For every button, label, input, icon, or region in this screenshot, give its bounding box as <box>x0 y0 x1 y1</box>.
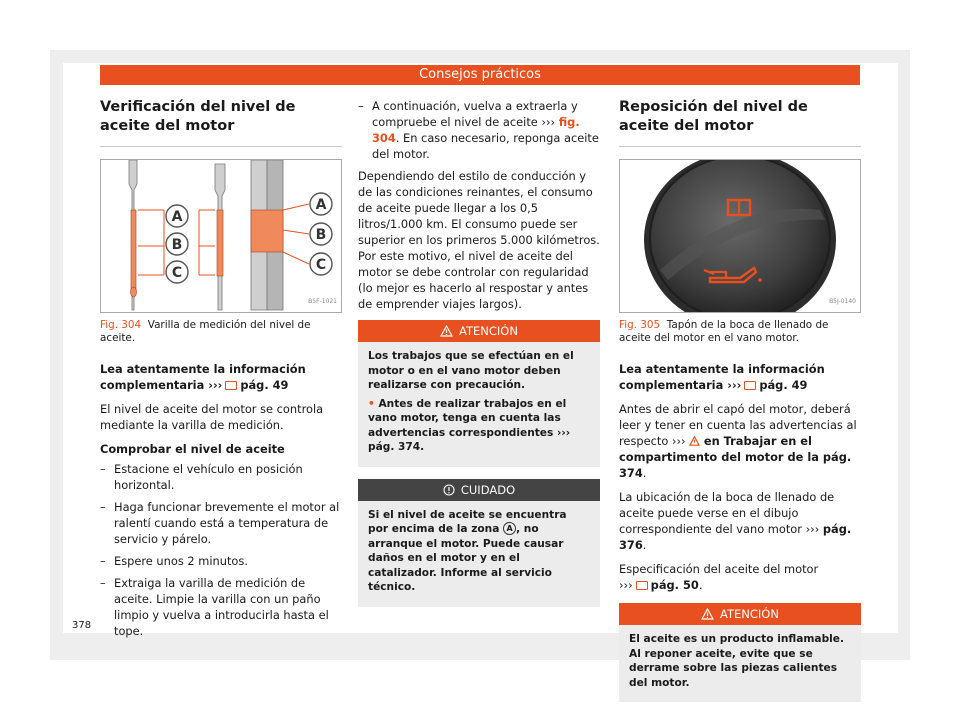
read-more-link[interactable]: Lea atentamente la información complementaria ››› pág. 49 <box>619 362 825 392</box>
read-more-link[interactable]: Lea atentamente la información complementaria ››› pág. 49 <box>100 362 306 392</box>
caution-box <box>358 479 600 607</box>
caution-header: CUIDADO <box>358 479 600 501</box>
dipstick-illustration <box>101 160 341 312</box>
page-ref-link[interactable]: pág. 374. <box>368 441 425 453</box>
engine-compartment-link[interactable]: en Trabajar en el compartimento del motor de la pág. 374 <box>619 434 852 480</box>
consumption-paragraph: Dependiendo del estilo de conducción y de las condiciones reinantes, el consumo de aceite puede llegar a los 0,5 litros/1.000 km. El consumo puede ser superior en los primeros 5.000 kilómetros. Por este motivo, el nivel de aceite del motor se debe controlar con regularidad (lo mejor es hacerlo al respostar y antes de emprender viajes largos). <box>358 169 600 311</box>
section-header: Consejos prácticos <box>100 65 860 85</box>
page-ref-link[interactable]: pág. 376 <box>619 522 852 552</box>
label-circles-right <box>310 193 332 275</box>
label-c-right: C <box>315 257 327 273</box>
fig-ref-link[interactable]: fig. 304 <box>372 115 580 145</box>
label-b: B <box>171 237 183 253</box>
label-a: A <box>171 209 183 225</box>
warning-box <box>619 603 861 702</box>
section-title-refill-oil: Reposición del nivel de aceite del motor <box>619 98 861 147</box>
hood-warning-paragraph: Antes de abrir el capó del motor, deberá leer y tener en cuenta las advertencias al respecto ››› en Trabajar en el compartimento del motor de la pág. 374. <box>619 402 857 480</box>
figure-305 <box>619 159 861 313</box>
warning-header: ATENCIÓN <box>619 603 861 625</box>
steps-list-continued <box>358 98 600 162</box>
subheading-check-level: Comprobar el nivel de aceite <box>100 442 285 456</box>
page-ref-link[interactable]: pág. 50 <box>650 578 699 592</box>
book-icon <box>636 581 648 590</box>
label-b-right: B <box>315 227 327 243</box>
oil-cap-illustration <box>620 160 860 312</box>
warning-body: El aceite es un producto inflamable. Al reponer aceite, evite que se derrame sobre las piezas calientes del motor. <box>629 633 844 689</box>
warning-triangle-icon <box>701 608 714 620</box>
book-icon <box>225 381 237 390</box>
figure-ref-code: B5F-1021 <box>308 298 337 305</box>
figure-304-caption: Fig. 304 Varilla de medición del nivel de aceite. <box>100 319 311 344</box>
column-right <box>619 98 861 714</box>
info-circle-icon <box>443 484 455 496</box>
list-item: – Estacione el vehículo en posición horizontal. <box>100 461 342 493</box>
zone-a-label: A <box>503 522 516 535</box>
label-a-right: A <box>315 197 327 213</box>
warning-body: Los trabajos que se efectúan en el motor o en el vano motor deben realizarse con precaución. • Antes de realizar trabajos en el vano motor, tenga en cuenta las advertencias correspondientes ››› pág. 374. <box>368 350 574 453</box>
list-item: – Extraiga la varilla de medición de aceite. Limpie la varilla con un paño limpio y vuelva a introducirla hasta el tope. <box>100 575 342 639</box>
dipstick-middle <box>215 164 225 310</box>
oil-spec-paragraph: Especificación del aceite del motor ››› pág. 50. <box>619 562 819 592</box>
warning-box <box>358 320 600 467</box>
dipstick-right <box>251 160 283 310</box>
warning-triangle-icon <box>689 436 700 446</box>
figure-ref-code: B5J-0140 <box>829 298 856 305</box>
caution-body: Si el nivel de aceite se encuentra por encima de la zona A , no arranque el motor. Puede causar daños en el motor y en el catalizador. Informe al servicio técnico. <box>368 508 567 593</box>
steps-list <box>100 461 342 639</box>
column-left <box>100 98 342 645</box>
section-title-check-oil: Verificación del nivel de aceite del motor <box>100 98 342 147</box>
warning-header: ATENCIÓN <box>358 320 600 342</box>
label-c: C <box>171 265 183 281</box>
filler-location-paragraph: La ubicación de la boca de llenado de aceite puede verse en el dibujo correspondiente del vano motor ››› pág. 376. <box>619 490 852 552</box>
figure-305-caption: Fig. 305 Tapón de la boca de llenado de aceite del motor en el vano motor. <box>619 319 829 344</box>
figure-304 <box>100 159 342 313</box>
column-middle <box>358 98 600 619</box>
warning-triangle-icon <box>440 325 453 337</box>
list-item: – A continuación, vuelva a extraerla y compruebe el nivel de aceite ››› fig. 304. En caso necesario, reponga aceite del motor. <box>358 98 600 162</box>
list-item: – Haga funcionar brevemente el motor al ralentí cuando está a temperatura de servicio y párelo. <box>100 499 342 547</box>
bullet-icon: • <box>368 397 375 410</box>
intro-text: El nivel de aceite del motor se controla mediante la varilla de medición. <box>100 402 324 432</box>
list-item: – Espere unos 2 minutos. <box>100 553 342 569</box>
label-circles-left <box>166 205 188 283</box>
book-icon <box>744 381 756 390</box>
page-number: 378 <box>72 620 92 631</box>
dipstick-left <box>129 160 137 310</box>
